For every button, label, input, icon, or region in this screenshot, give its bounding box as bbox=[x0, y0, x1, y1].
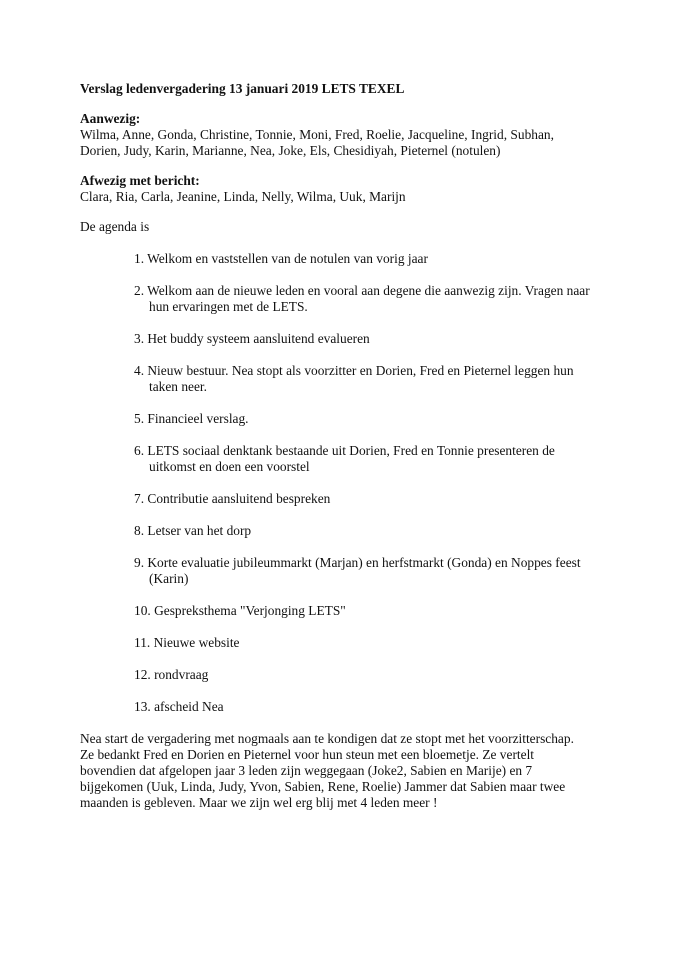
agenda-intro: De agenda is bbox=[80, 219, 150, 234]
present-list bbox=[80, 127, 620, 159]
closing-line-2: Ze bedankt Fred en Dorien en Pieternel voor hun steun met een bloemetje. Ze vertelt bbox=[80, 747, 535, 762]
agenda-item-continuation: hun ervaringen met de LETS. bbox=[149, 299, 308, 314]
document-title: Verslag ledenvergadering 13 januari 2019 LETS TEXEL bbox=[80, 81, 405, 96]
present-heading: Aanwezig: bbox=[80, 111, 141, 126]
agenda-item-text: 11. Nieuwe website bbox=[134, 635, 240, 650]
agenda-item bbox=[80, 555, 620, 587]
agenda-item-continuation: (Karin) bbox=[149, 571, 189, 586]
closing-line-4: bijgekomen (Uuk, Linda, Judy, Yvon, Sabien, Rene, Roelie) Jammer dat Sabien maar twee bbox=[80, 779, 566, 794]
agenda-item-text: 4. Nieuw bestuur. Nea stopt als voorzitter en Dorien, Fred en Pieternel leggen hun bbox=[134, 363, 574, 378]
agenda-item bbox=[80, 635, 620, 651]
closing-paragraph bbox=[80, 731, 600, 811]
closing-line-3: bovendien dat afgelopen jaar 3 leden zijn weggegaan (Joke2, Sabien en Marije) en 7 bbox=[80, 763, 533, 778]
absent-list bbox=[80, 189, 620, 205]
agenda-item bbox=[80, 443, 620, 475]
agenda-list bbox=[80, 251, 620, 715]
agenda-item-text: 12. rondvraag bbox=[134, 667, 209, 682]
agenda-item-text: 5. Financieel verslag. bbox=[134, 411, 249, 426]
agenda-item bbox=[80, 699, 620, 715]
agenda-item bbox=[80, 523, 620, 539]
agenda-item-continuation: taken neer. bbox=[149, 379, 207, 394]
closing-line-5: maanden is gebleven. Maar we zijn wel erg blij met 4 leden meer ! bbox=[80, 795, 438, 810]
agenda-item bbox=[80, 251, 620, 267]
agenda-item bbox=[80, 411, 620, 427]
absent-heading: Afwezig met bericht: bbox=[80, 173, 200, 188]
agenda-item-text: 1. Welkom en vaststellen van de notulen van vorig jaar bbox=[134, 251, 428, 266]
agenda-item-text: 6. LETS sociaal denktank bestaande uit Dorien, Fred en Tonnie presenteren de bbox=[134, 443, 555, 458]
document-page bbox=[80, 81, 620, 811]
agenda-item bbox=[80, 603, 620, 619]
agenda-item-text: 8. Letser van het dorp bbox=[134, 523, 252, 538]
agenda-item-text: 3. Het buddy systeem aansluitend evalueren bbox=[134, 331, 370, 346]
agenda-item bbox=[80, 363, 620, 395]
present-line-2: Dorien, Judy, Karin, Marianne, Nea, Joke, Els, Chesidiyah, Pieternel (notulen) bbox=[80, 143, 501, 158]
agenda-item-text: 9. Korte evaluatie jubileummarkt (Marjan) en herfstmarkt (Gonda) en Noppes feest bbox=[134, 555, 581, 570]
agenda-item bbox=[80, 491, 620, 507]
absent-line-1: Clara, Ria, Carla, Jeanine, Linda, Nelly, Wilma, Uuk, Marijn bbox=[80, 189, 406, 204]
agenda-item bbox=[80, 331, 620, 347]
agenda-item bbox=[80, 283, 620, 315]
agenda-item-text: 10. Gespreksthema "Verjonging LETS" bbox=[134, 603, 346, 618]
present-line-1: Wilma, Anne, Gonda, Christine, Tonnie, Moni, Fred, Roelie, Jacqueline, Ingrid, Subhan, bbox=[80, 127, 554, 142]
agenda-item bbox=[80, 667, 620, 683]
closing-line-1: Nea start de vergadering met nogmaals aan te kondigen dat ze stopt met het voorzitterschap. bbox=[80, 731, 574, 746]
agenda-item-continuation: uitkomst en doen een voorstel bbox=[149, 459, 310, 474]
agenda-item-text: 7. Contributie aansluitend bespreken bbox=[134, 491, 331, 506]
agenda-item-text: 2. Welkom aan de nieuwe leden en vooral aan degene die aanwezig zijn. Vragen naar bbox=[134, 283, 590, 298]
agenda-item-text: 13. afscheid Nea bbox=[134, 699, 224, 714]
